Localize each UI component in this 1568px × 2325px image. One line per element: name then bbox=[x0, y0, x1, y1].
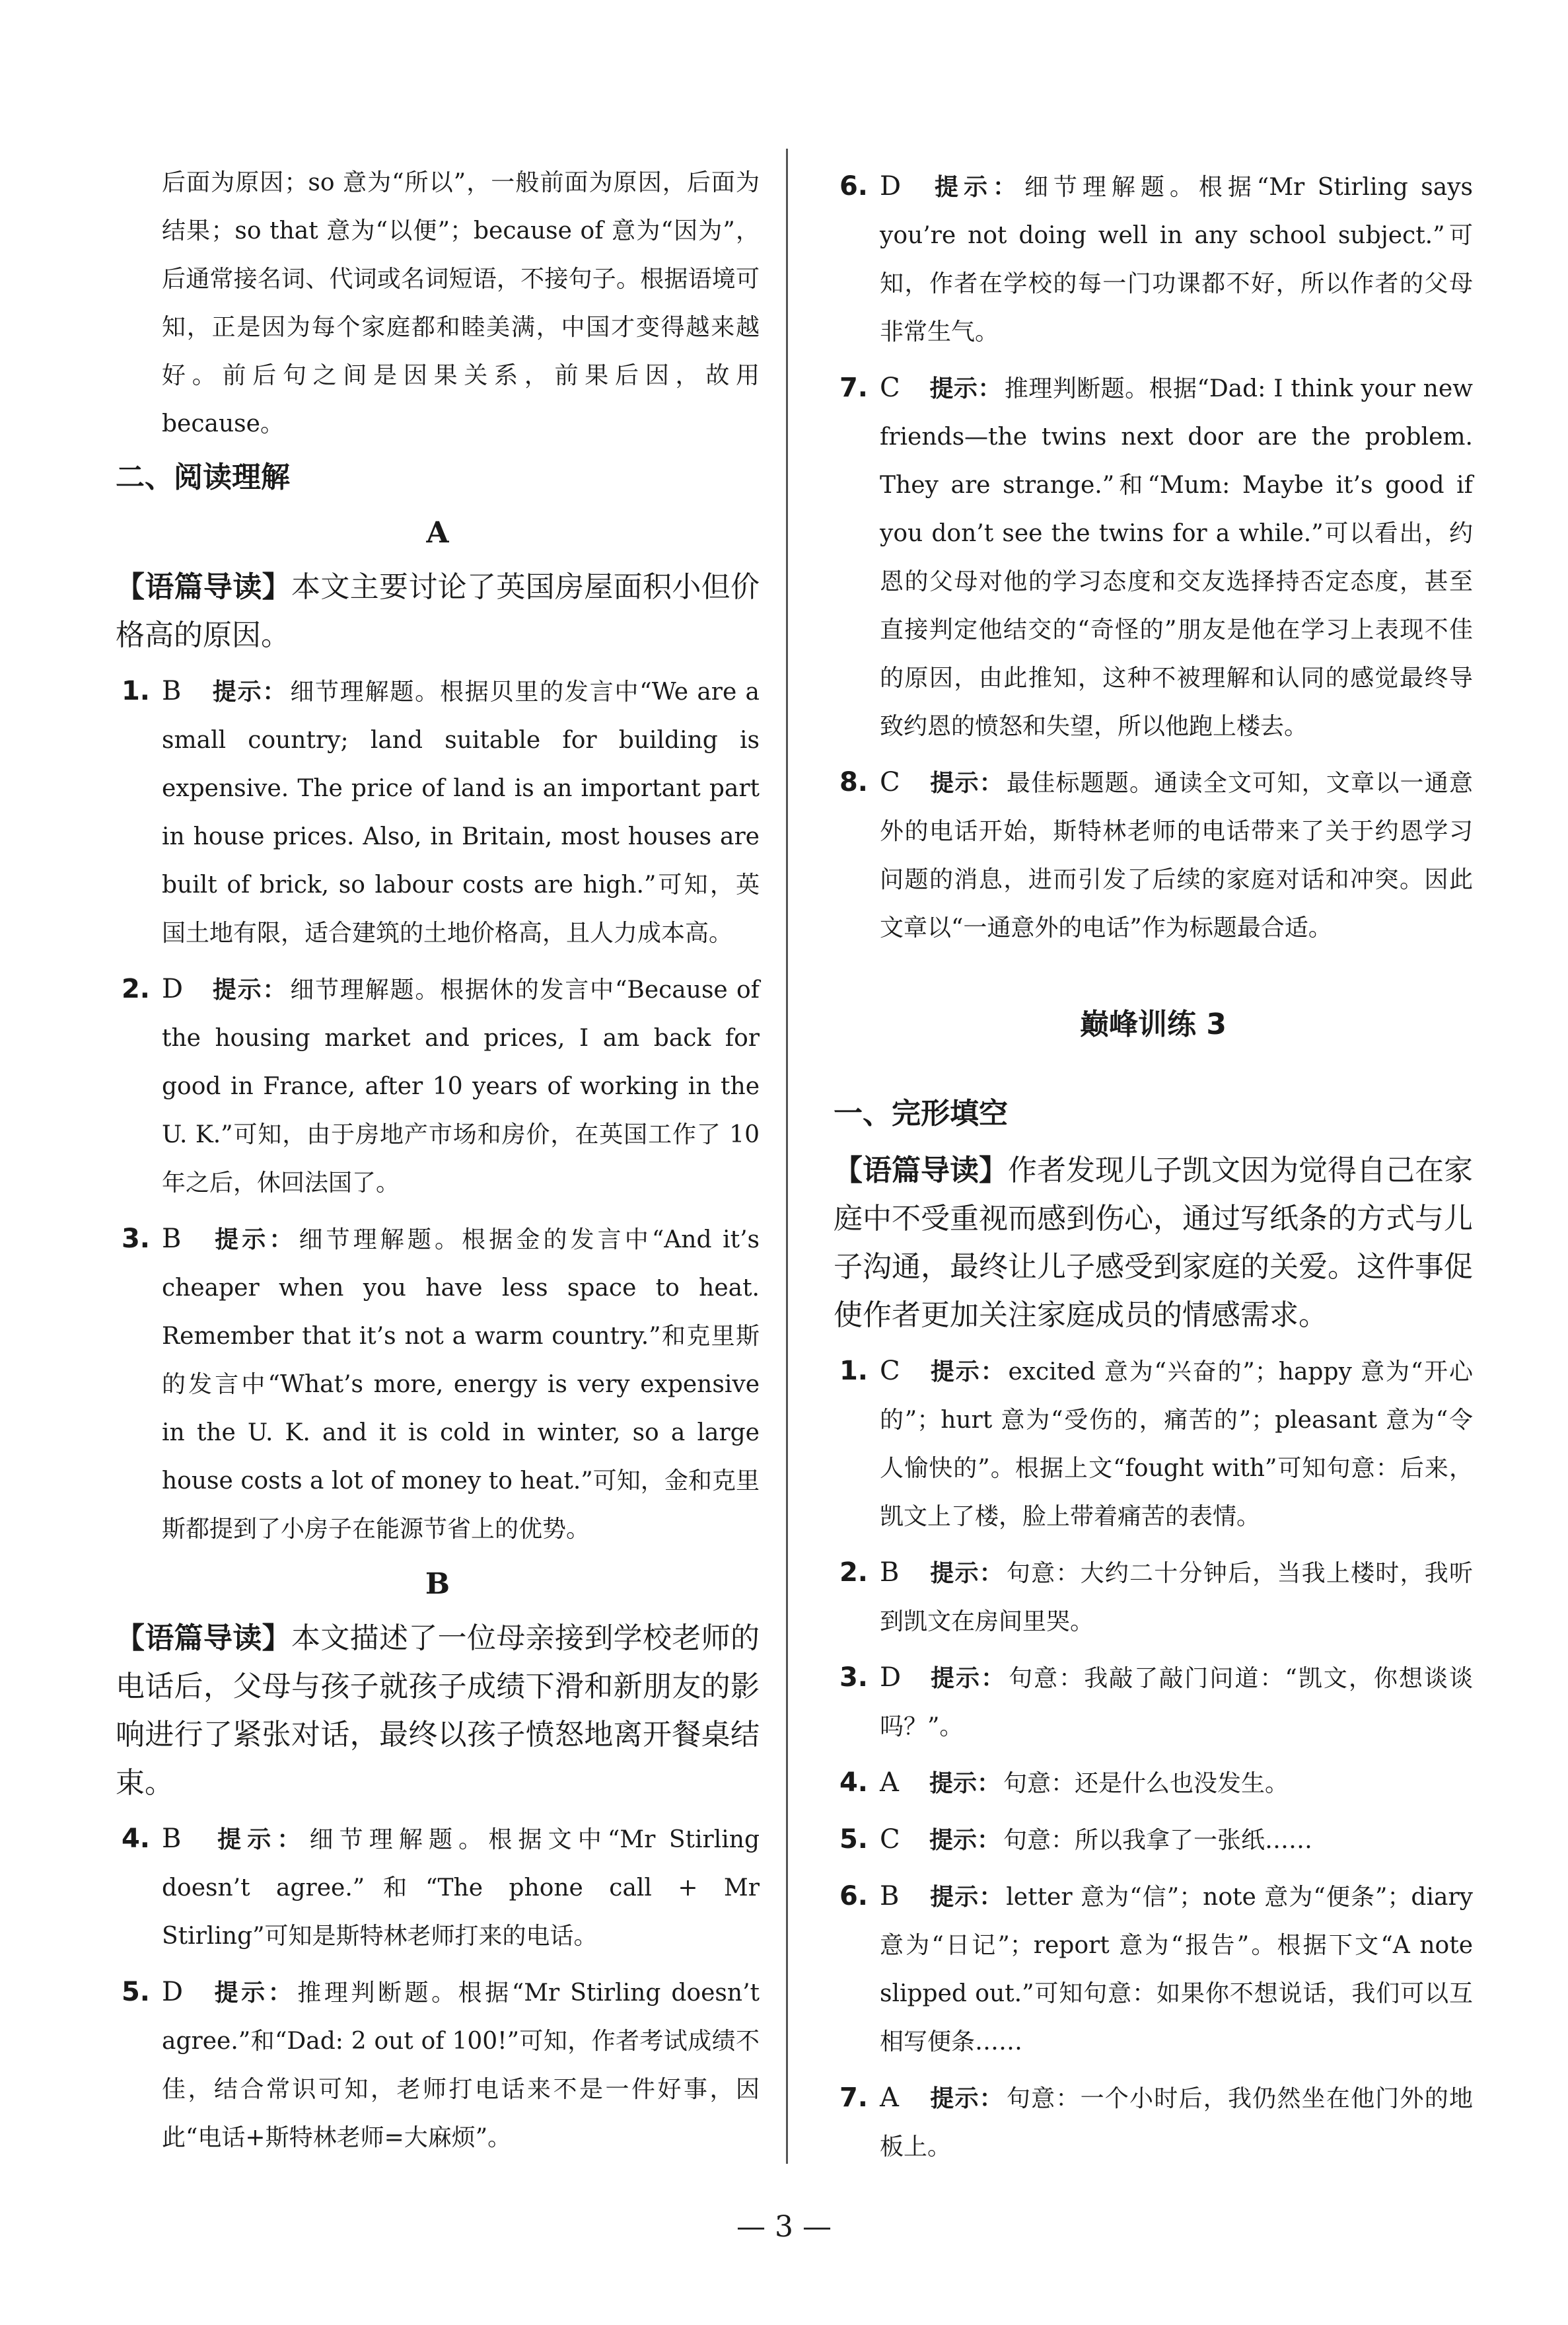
hint-text: 细节理解题。根据金的发言中“And it’s cheaper when you have less space to heat. Remember that it’s not a warm country.”和克里斯的发言中“What’s more, energy is very expensive in the U. K. and it is cold in winter, so a large house costs a lot of money to heat.”可知，金和克里斯都提到了小房子在能源节省上的优势。 bbox=[162, 1226, 760, 1543]
hint-text: 推理判断题。根据“Mr Stirling doesn’t agree.”和“Dad: 2 out of 100!”可知，作者考试成绩不佳，结合常识可知，老师打电话来不是一件好事，因此“电话+斯特林老师=大麻烦”。 bbox=[162, 1979, 760, 2151]
hint-text: 推理判断题。根据“Dad: I think your new friends—the twins next door are the problem. They are strange.”和“Mum: Maybe it’s good if you don’t see the twins for a while.”可以看出，约恩的父母对他的学习态度和交友选择持否定态度，甚至直接判定他结交的“奇怪的”朋友是他在学习上表现不佳的原因，由此推知，这种不被理解和认同的感觉最终导致约恩的愤怒和失望，所以他跑上楼去。 bbox=[880, 375, 1473, 740]
hint-text: 句意：大约二十分钟后，当我上楼时，我听到凯文在房间里哭。 bbox=[880, 1560, 1473, 1635]
training-title: 巅峰训练 3 bbox=[1080, 1008, 1227, 1041]
column-divider bbox=[786, 149, 788, 2164]
question-number: 4. bbox=[121, 1824, 150, 1854]
answer-letter: A bbox=[880, 2083, 899, 2113]
answer-item bbox=[834, 1549, 1473, 1646]
intro-tag: 【语篇导读】 bbox=[116, 570, 291, 604]
answer-item bbox=[834, 1872, 1473, 2066]
intro-text: 本文描述了一位母亲接到学校老师的电话后，父母与孩子就孩子成绩下滑和新朋友的影响进行了紧张对话，最终以孩子愤怒地离开餐桌结束。 bbox=[116, 1621, 760, 1800]
hint-text: letter 意为“信”；note 意为“便条”；diary 意为“日记”；report 意为“报告”。根据下文“A note slipped out.”可知句意：如果你不想说话，我们可以互相写便条…… bbox=[880, 1884, 1473, 2055]
answer-item bbox=[834, 1654, 1473, 1751]
question-number: 3. bbox=[839, 1662, 868, 1693]
left-column bbox=[116, 159, 760, 2170]
hint-label: 提示： bbox=[929, 1560, 1004, 1587]
hint-text: 句意：还是什么也没发生。 bbox=[1003, 1770, 1289, 1797]
answer-letter: B bbox=[162, 676, 182, 706]
hint-label: 提示： bbox=[929, 1827, 1001, 1854]
hint-label: 提示： bbox=[211, 1826, 307, 1853]
answer-item bbox=[116, 1815, 760, 1960]
question-number: 1. bbox=[839, 1356, 868, 1386]
answer-letter: C bbox=[880, 1356, 900, 1386]
right-column bbox=[834, 159, 1473, 2179]
question-number: 5. bbox=[121, 1977, 150, 2007]
answer-letter: B bbox=[162, 1824, 182, 1854]
page-number: — 3 — bbox=[736, 2210, 832, 2244]
answer-item bbox=[834, 758, 1473, 952]
answer-item bbox=[834, 364, 1473, 751]
hint-label: 提示： bbox=[211, 977, 288, 1004]
section-heading-cloze: 一、完形填空 bbox=[834, 1097, 1008, 1130]
answer-item bbox=[116, 1215, 760, 1553]
answer-letter: B bbox=[162, 1224, 182, 1254]
intro-text: 本文主要讨论了英国房屋面积小但价格高的原因。 bbox=[116, 570, 760, 652]
question-number: 2. bbox=[839, 1557, 868, 1588]
question-number: 6. bbox=[839, 171, 868, 202]
intro-tag: 【语篇导读】 bbox=[116, 1621, 291, 1655]
answer-letter: D bbox=[162, 1977, 184, 2007]
answer-letter: B bbox=[880, 1557, 900, 1588]
hint-label: 提示： bbox=[929, 1884, 1004, 1911]
answer-letter: C bbox=[880, 1824, 900, 1855]
section-heading-reading: 二、阅读理解 bbox=[116, 461, 290, 494]
hint-label: 提示： bbox=[929, 1358, 1006, 1385]
answer-item bbox=[834, 1347, 1473, 1541]
hint-text: 句意：我敲了敲门问道：“凯文，你想谈谈吗？”。 bbox=[880, 1665, 1473, 1740]
answer-item bbox=[834, 2074, 1473, 2171]
hint-text: excited 意为“兴奋的”；happy 意为“开心的”；hurt 意为“受伤的，痛苦的”；pleasant 意为“令人愉快的”。根据上文“fought with”可知句意：后来，凯文上了楼，脸上带着痛苦的表情。 bbox=[880, 1358, 1473, 1530]
question-number: 7. bbox=[839, 2083, 868, 2113]
answer-item bbox=[116, 667, 760, 957]
hint-label: 提示： bbox=[211, 1979, 295, 2007]
hint-label: 提示： bbox=[929, 770, 1004, 797]
hint-label: 提示： bbox=[929, 1770, 1001, 1797]
hint-text: 细节理解题。根据贝里的发言中“We are a small country; land suitable for building is expensive. The price of land is an important part in house prices. Also, in Britain, most houses are built of brick, so labour costs are high.”可知，英国土地有限，适合建筑的土地价格高，且人力成本高。 bbox=[162, 679, 760, 947]
passage-intro-b bbox=[116, 1614, 760, 1807]
hint-text: 细节理解题。根据休的发言中“Because of the housing market and prices, I am back for good in France, after 10 years of working in the U. K.”可知，由于房地产市场和房价，在英国工作了 10 年之后，休回法国了。 bbox=[162, 977, 760, 1197]
hint-label: 提示： bbox=[929, 375, 1002, 402]
hint-text: 最佳标题题。通读全文可知，文章以一通意外的电话开始，斯特林老师的电话带来了关于约恩学习问题的消息，进而引发了后续的家庭对话和冲突。因此文章以“一通意外的电话”作为标题最合适。 bbox=[880, 770, 1473, 941]
answer-letter: B bbox=[880, 1881, 900, 1911]
answer-letter: C bbox=[880, 767, 900, 797]
question-number: 3. bbox=[121, 1224, 150, 1254]
question-number: 5. bbox=[839, 1824, 868, 1855]
hint-text: 句意：所以我拿了一张纸…… bbox=[1003, 1827, 1313, 1854]
continued-paragraph: 后面为原因；so 意为“所以”，一般前面为原因，后面为结果；so that 意为“以便”；because of 意为“因为”，后通常接名词、代词或名词短语，不接句子。根据语境可知，正是因为每个家庭都和睦美满，中国才变得越来越好。前后句之间是因果关系，前果后因，故用 because。 bbox=[162, 169, 760, 437]
passage-intro-a bbox=[116, 563, 760, 659]
hint-label: 提示： bbox=[929, 1665, 1007, 1692]
answer-item bbox=[834, 1816, 1473, 1864]
hint-label: 提示： bbox=[929, 174, 1022, 201]
question-number: 8. bbox=[839, 767, 868, 797]
hint-label: 提示： bbox=[211, 679, 288, 706]
answer-letter: D bbox=[880, 171, 902, 202]
hint-label: 提示： bbox=[929, 2085, 1004, 2112]
question-number: 6. bbox=[839, 1881, 868, 1911]
passage-intro-cloze bbox=[834, 1146, 1473, 1339]
question-number: 2. bbox=[121, 974, 150, 1004]
answer-item bbox=[116, 1968, 760, 2162]
answer-letter: A bbox=[880, 1767, 899, 1798]
passage-label-b: B bbox=[425, 1567, 450, 1601]
intro-text: 作者发现儿子凯文因为觉得自己在家庭中不受重视而感到伤心，通过写纸条的方式与儿子沟通，最终让儿子感受到家庭的关爱。这件事促使作者更加关注家庭成员的情感需求。 bbox=[834, 1154, 1473, 1332]
answer-letter: C bbox=[880, 373, 900, 403]
hint-text: 句意：一个小时后，我仍然坐在他门外的地板上。 bbox=[880, 2085, 1473, 2160]
answer-letter: D bbox=[162, 974, 184, 1004]
intro-tag: 【语篇导读】 bbox=[834, 1154, 1008, 1187]
passage-label-a: A bbox=[426, 516, 449, 550]
answer-item bbox=[834, 163, 1473, 356]
answer-item bbox=[834, 1759, 1473, 1808]
answer-letter: D bbox=[880, 1662, 902, 1693]
question-number: 7. bbox=[839, 373, 868, 403]
question-number: 4. bbox=[839, 1767, 868, 1798]
hint-text: 细节理解题。根据“Mr Stirling says you’re not doing well in any school subject.”可知，作者在学校的每一门功课都不好，所以作者的父母非常生气。 bbox=[880, 174, 1473, 346]
hint-text: 细节理解题。根据文中“Mr Stirling doesn’t agree.”和“The phone call + Mr Stirling”可知是斯特林老师打来的电话。 bbox=[162, 1826, 760, 1950]
hint-label: 提示： bbox=[211, 1226, 297, 1253]
answer-item bbox=[116, 965, 760, 1207]
question-number: 1. bbox=[121, 676, 150, 706]
